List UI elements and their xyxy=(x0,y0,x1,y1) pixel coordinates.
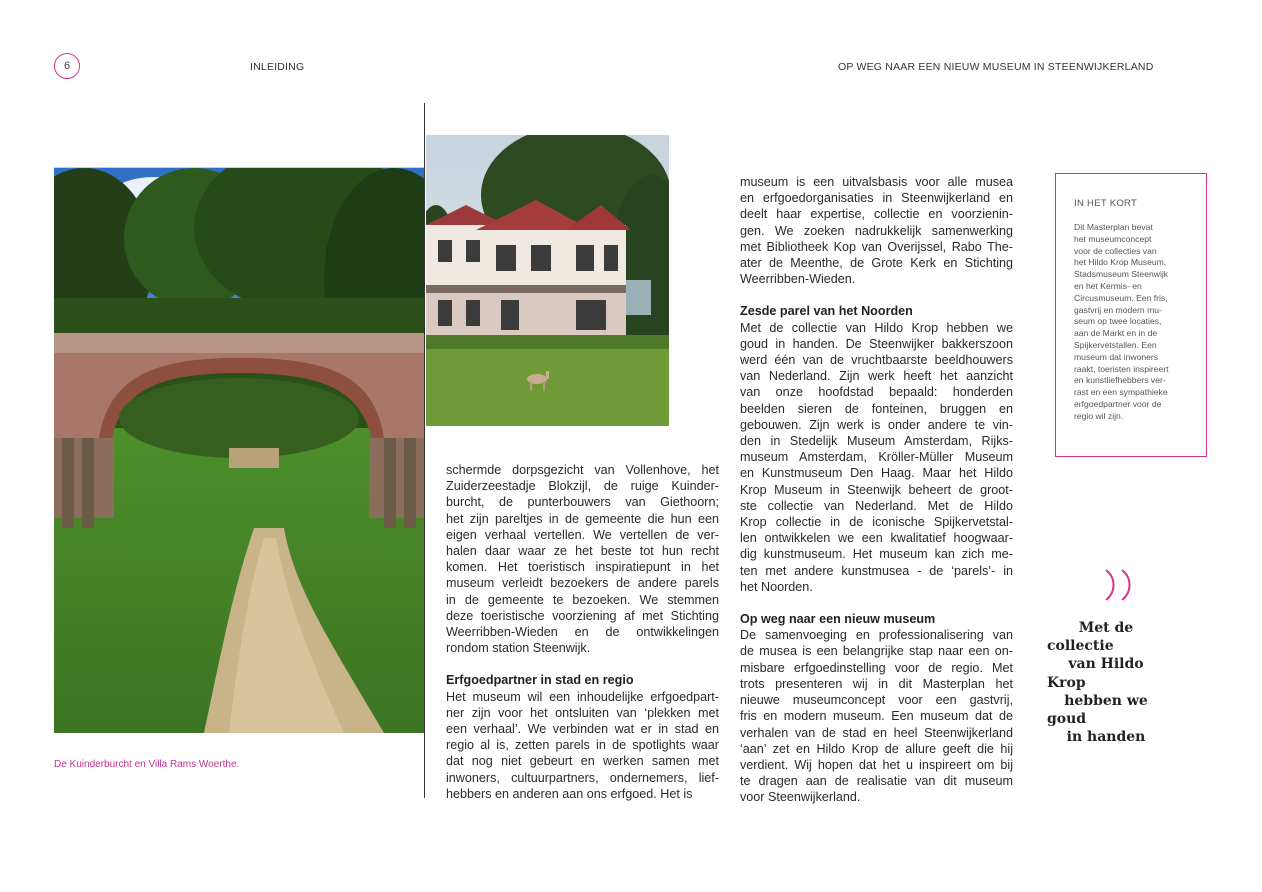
text-line: gastvrij en modern mu- xyxy=(1074,304,1162,315)
text-line: voor de collecties van xyxy=(1074,245,1157,256)
text-line: ste collectie van Nederland. Met de Hildo xyxy=(740,498,1013,513)
text-line: van onze hoofdstad bepaald: honderden xyxy=(740,385,1013,400)
text-line: Weerribben-Wieden en de ontwikkelingen xyxy=(446,625,719,640)
text-line: en erfgoedorganisaties in Steenwijkerland en xyxy=(740,191,1013,206)
text-line: deelt haar expertise, collectie en voorzienin- xyxy=(740,207,1013,222)
text-line: schermde dorpsgezicht van Vollenhove, het xyxy=(446,463,719,477)
text-line: ner zijn voor het ontsluiten van ‘plekken met xyxy=(446,705,719,720)
text-line: Met de collectie xyxy=(1047,620,1134,655)
text-line: museum Amsterdam, Kröller-Müller Museum xyxy=(740,450,1013,465)
column1-intro-paragraph xyxy=(446,462,719,656)
text-line: Circusmuseum. Een fris, xyxy=(1074,292,1168,303)
text-line: regio wil zijn. xyxy=(1074,410,1124,421)
text-line: dat nog niet gebeurt en werken samen met xyxy=(446,754,719,769)
text-line: Dit Masterplan bevat xyxy=(1074,222,1153,232)
text-line: hebbers en anderen aan ons erfgoed. Het is xyxy=(446,786,693,801)
text-line: deze toeristische voorziening af met Stichting xyxy=(446,608,719,623)
text-line: het museumconcept xyxy=(1074,233,1152,244)
text-line: inwoners, cultuurpartners, ondernemers, lief- xyxy=(446,770,719,785)
text-line: het Noorden. xyxy=(740,579,813,594)
text-line: misbare erfgoedinstelling voor de regio. Met xyxy=(740,660,1013,675)
text-line: goud in handen. De Steenwijker bakkerszoon xyxy=(740,336,1013,351)
text-line: hebben we goud xyxy=(1047,692,1148,728)
text-line: Krop Museum in Steenwijk beheert de groot- xyxy=(740,482,1013,497)
text-line: erfgoedpartner voor de xyxy=(1074,398,1162,409)
text-line: en Kunstmuseum Den Haag. Maar het Hildo xyxy=(740,466,1013,481)
photo-caption: De Kuinderburcht en Villa Rams Woerthe. xyxy=(54,759,240,770)
text-line: en het Kermis- en xyxy=(1074,280,1142,291)
text-line: halen daar waar ze het beste tot hun recht xyxy=(446,544,719,559)
column2-body-paragraph-1 xyxy=(740,320,1013,595)
text-line: rondom station Steenwijk. xyxy=(446,641,591,656)
heading-op-weg: Op weg naar een nieuw museum xyxy=(740,612,936,627)
text-column-1 xyxy=(446,462,719,802)
text-line: museum dat inwoners xyxy=(1074,351,1159,362)
column2-intro-paragraph xyxy=(740,174,1013,287)
text-line: met Bibliotheek Kop van Overijssel, Rabo The- xyxy=(740,239,1013,254)
in-het-kort-text xyxy=(1074,222,1192,423)
text-line: trots presenteren wij in dit Masterplan het xyxy=(740,676,1013,691)
kuinderburcht-photo xyxy=(54,168,424,733)
text-line: gebouwen. Zijn werk is onder andere te vin- xyxy=(740,417,1013,432)
text-line: verdient. Wij hopen dat het u inspireert om bij xyxy=(740,757,1013,772)
pull-quote-text xyxy=(1047,619,1165,746)
text-line: burcht, de punterbouwers van Giethoorn; xyxy=(446,495,719,510)
text-line: te dragen aan de realisatie van dit museum xyxy=(740,774,1013,789)
text-line: voor Steenwijkerland. xyxy=(740,790,861,805)
text-line: len ontwikkelen we een kwalitatief hoogwaar- xyxy=(740,531,1013,546)
text-column-2 xyxy=(740,174,1013,806)
column-divider xyxy=(424,103,425,798)
text-line: en kunstliefhebbers ver- xyxy=(1074,375,1166,386)
text-line: het Hildo Krop Museum, xyxy=(1074,257,1167,268)
column2-body-paragraph-2 xyxy=(740,627,1013,805)
in-het-kort-title: IN HET KORT xyxy=(1074,198,1138,209)
text-line: museum verleidt bezoekers de andere parels xyxy=(446,576,719,591)
text-line: de musea is een belangrijke stap naar een on- xyxy=(740,644,1013,659)
villa-rams-woerthe-photo xyxy=(426,135,669,426)
text-line: een verhaal’. We verbinden wat er in stad en xyxy=(446,722,719,737)
in-het-kort-paragraph xyxy=(1074,222,1192,423)
text-line: fris en modern museum. Een museum dat de xyxy=(740,709,1013,724)
text-line: in de gemeente te bezoeken. We stemmen xyxy=(446,592,719,607)
running-header-chapter: OP WEG NAAR EEN NIEUW MUSEUM IN STEENWIJKERLAND xyxy=(838,61,1154,73)
pull-quote xyxy=(1047,619,1165,746)
text-line: ‘aan’ zet en Hildo Krop de allure geeft die hij xyxy=(740,741,1013,756)
text-line: gen. We zoeken nadrukkelijk samenwerking xyxy=(740,223,1013,238)
text-line: Stadsmuseum Steenwijk xyxy=(1074,269,1169,280)
text-line: beelden sieren de fonteinen, bruggen en xyxy=(740,401,1013,416)
text-line: eigen verhaal vertellen. We vertellen de ver- xyxy=(446,527,719,542)
text-line: seum op twee locaties, xyxy=(1074,316,1162,327)
text-line: aan de Markt en in de xyxy=(1074,328,1158,339)
text-line: van Nederland. Zijn werk heeft het aanzicht xyxy=(740,369,1013,384)
text-line: Het museum wil een inhoudelijke erfgoedpart- xyxy=(446,689,719,704)
heading-erfgoedpartner: Erfgoedpartner in stad en regio xyxy=(446,673,634,688)
heading-zesde-parel: Zesde parel van het Noorden xyxy=(740,304,913,319)
text-line: in handen xyxy=(1066,729,1146,746)
text-line: dig kunstmuseum. Het museum kan zich me- xyxy=(740,547,1013,562)
text-line: den in Stedelijk Museum Amsterdam, Rijks- xyxy=(740,434,1013,449)
text-line: rast en een sympathieke xyxy=(1074,387,1168,398)
text-line: van Hildo Krop xyxy=(1047,656,1144,691)
quote-mark-icon xyxy=(1100,568,1142,607)
text-line: Met de collectie van Hildo Krop hebben we xyxy=(740,320,1013,335)
text-line: regio al is, zetten parels in de spotlights waar xyxy=(446,738,719,753)
text-line: De samenvoeging en professionalisering van xyxy=(740,628,1013,643)
text-line: nieuwe museumconcept voor een gastvrij, xyxy=(740,693,1013,708)
text-line: Weerribben-Wieden. xyxy=(740,272,856,287)
text-line: komen. Het toeristisch inspiratiepunt in het xyxy=(446,560,719,575)
text-line: werd één van de vruchtbaarste beeldhouwers xyxy=(740,353,1013,368)
text-line: Zuiderzeestadje Blokzijl, de ruige Kuinder- xyxy=(446,479,719,494)
running-header-section: INLEIDING xyxy=(250,61,305,73)
text-line: ten met andere kunstmusea - de ‘parels’- in xyxy=(740,563,1013,578)
page-number: 6 xyxy=(54,53,80,79)
text-line: verhalen van de stad en heel Steenwijkerland xyxy=(740,725,1013,740)
text-line: Krop collectie in de iconische Spijkervetstal- xyxy=(740,515,1013,530)
text-line: museum is een uitvalsbasis voor alle musea xyxy=(740,175,1013,189)
text-line: Spijkervetstallen. Een xyxy=(1074,339,1157,350)
column1-body-paragraph xyxy=(446,689,719,802)
text-line: het zijn pareltjes in de gemeente die hun een xyxy=(446,511,719,526)
text-line: ater de Meenthe, de Grote Kerk en Stichting xyxy=(740,256,1013,271)
text-line: raakt, toeristen inspireert xyxy=(1074,363,1169,374)
